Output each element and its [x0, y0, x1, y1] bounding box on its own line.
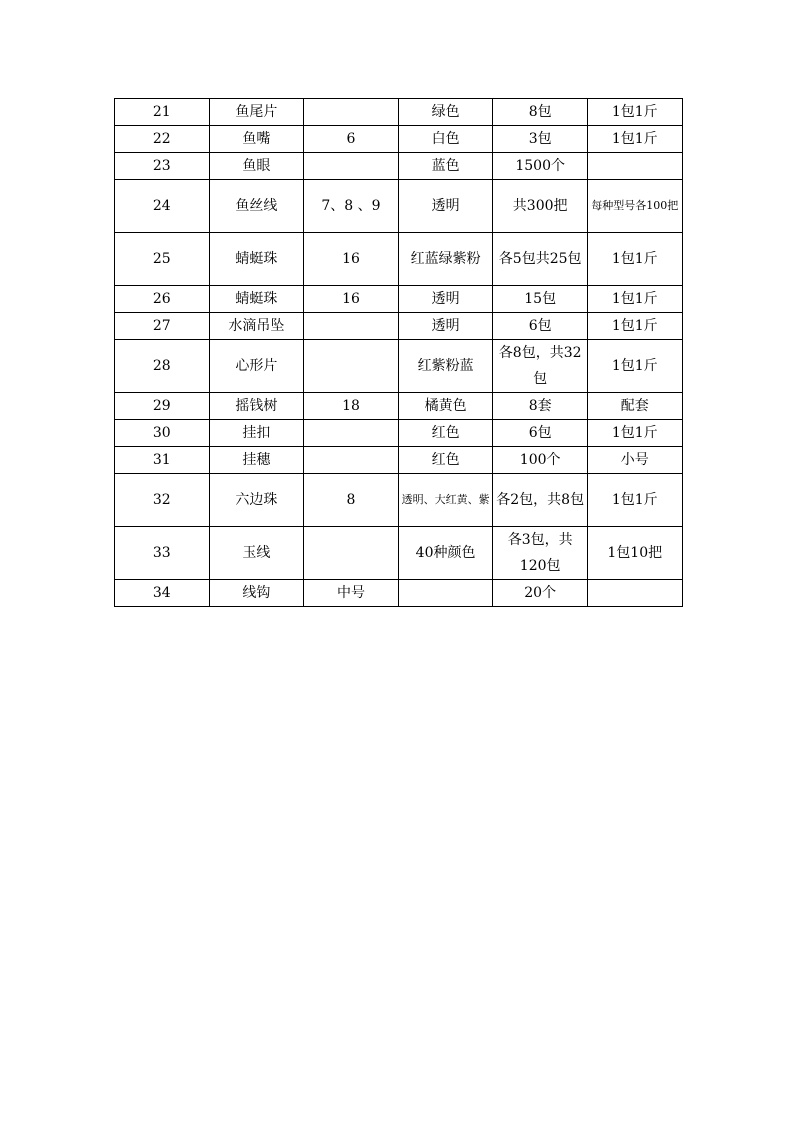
item-note-cell: 每种型号各100把	[587, 180, 682, 233]
item-name-cell: 鱼尾片	[209, 99, 304, 126]
item-name-cell: 挂扣	[209, 420, 304, 447]
table-row	[115, 313, 683, 340]
item-spec-cell: 6	[304, 126, 399, 153]
row-number-cell: 26	[115, 286, 210, 313]
item-color-cell: 橘黄色	[398, 393, 493, 420]
item-spec-cell: 7、8 、9	[304, 180, 399, 233]
item-color-cell: 白色	[398, 126, 493, 153]
item-color-cell: 透明	[398, 313, 493, 340]
item-quantity-cell: 15包	[493, 286, 588, 313]
item-name-cell: 蜻蜓珠	[209, 286, 304, 313]
item-quantity-cell: 各8包，共32包	[493, 340, 588, 393]
item-quantity-cell: 20个	[493, 580, 588, 607]
table-row	[115, 420, 683, 447]
item-spec-cell: 中号	[304, 580, 399, 607]
row-number-cell: 28	[115, 340, 210, 393]
item-note-cell: 1包10把	[587, 527, 682, 580]
item-spec-cell: 16	[304, 286, 399, 313]
item-note-cell: 1包1斤	[587, 99, 682, 126]
row-number-cell: 24	[115, 180, 210, 233]
item-note-cell: 1包1斤	[587, 340, 682, 393]
table-row	[115, 99, 683, 126]
item-spec-cell: 16	[304, 233, 399, 286]
item-name-cell: 线钩	[209, 580, 304, 607]
row-number-cell: 29	[115, 393, 210, 420]
item-note-cell: 1包1斤	[587, 313, 682, 340]
table-row	[115, 340, 683, 393]
item-color-cell: 红紫粉蓝	[398, 340, 493, 393]
item-name-cell: 六边珠	[209, 474, 304, 527]
item-note-cell	[587, 153, 682, 180]
item-quantity-cell: 100个	[493, 447, 588, 474]
item-quantity-cell: 各5包共25包	[493, 233, 588, 286]
item-spec-cell	[304, 99, 399, 126]
row-number-cell: 23	[115, 153, 210, 180]
item-name-cell: 鱼嘴	[209, 126, 304, 153]
item-name-cell: 水滴吊坠	[209, 313, 304, 340]
item-quantity-cell: 各3包，共120包	[493, 527, 588, 580]
row-number-cell: 27	[115, 313, 210, 340]
item-spec-cell	[304, 447, 399, 474]
table-row	[115, 126, 683, 153]
item-note-cell: 1包1斤	[587, 233, 682, 286]
item-color-cell: 透明	[398, 286, 493, 313]
table-row	[115, 474, 683, 527]
item-color-cell: 绿色	[398, 99, 493, 126]
item-spec-cell	[304, 340, 399, 393]
item-spec-cell: 18	[304, 393, 399, 420]
materials-table-body	[115, 99, 683, 607]
item-note-cell: 1包1斤	[587, 286, 682, 313]
item-name-cell: 心形片	[209, 340, 304, 393]
row-number-cell: 33	[115, 527, 210, 580]
item-name-cell: 鱼眼	[209, 153, 304, 180]
table-row	[115, 393, 683, 420]
item-name-cell: 摇钱树	[209, 393, 304, 420]
item-color-cell: 红色	[398, 447, 493, 474]
row-number-cell: 22	[115, 126, 210, 153]
item-note-cell: 1包1斤	[587, 420, 682, 447]
item-quantity-cell: 3包	[493, 126, 588, 153]
item-name-cell: 蜻蜓珠	[209, 233, 304, 286]
row-number-cell: 21	[115, 99, 210, 126]
item-quantity-cell: 1500个	[493, 153, 588, 180]
table-row	[115, 527, 683, 580]
item-note-cell: 配套	[587, 393, 682, 420]
table-row	[115, 233, 683, 286]
item-spec-cell: 8	[304, 474, 399, 527]
item-name-cell: 玉线	[209, 527, 304, 580]
row-number-cell: 32	[115, 474, 210, 527]
row-number-cell: 30	[115, 420, 210, 447]
item-spec-cell	[304, 420, 399, 447]
item-color-cell: 40种颜色	[398, 527, 493, 580]
row-number-cell: 31	[115, 447, 210, 474]
item-color-cell: 透明、大红黄、紫	[398, 474, 493, 527]
item-quantity-cell: 8包	[493, 99, 588, 126]
item-quantity-cell: 8套	[493, 393, 588, 420]
table-row	[115, 180, 683, 233]
item-spec-cell	[304, 153, 399, 180]
item-color-cell: 透明	[398, 180, 493, 233]
item-quantity-cell: 6包	[493, 420, 588, 447]
row-number-cell: 25	[115, 233, 210, 286]
item-note-cell: 小号	[587, 447, 682, 474]
item-color-cell: 蓝色	[398, 153, 493, 180]
item-note-cell	[587, 580, 682, 607]
item-quantity-cell: 共300把	[493, 180, 588, 233]
item-spec-cell	[304, 313, 399, 340]
item-color-cell: 红色	[398, 420, 493, 447]
item-quantity-cell: 各2包，共8包	[493, 474, 588, 527]
item-quantity-cell: 6包	[493, 313, 588, 340]
table-row	[115, 447, 683, 474]
item-name-cell: 挂穗	[209, 447, 304, 474]
table-row	[115, 580, 683, 607]
materials-table	[114, 98, 683, 607]
table-row	[115, 153, 683, 180]
table-row	[115, 286, 683, 313]
item-color-cell	[398, 580, 493, 607]
item-note-cell: 1包1斤	[587, 126, 682, 153]
item-name-cell: 鱼丝线	[209, 180, 304, 233]
row-number-cell: 34	[115, 580, 210, 607]
item-color-cell: 红蓝绿紫粉	[398, 233, 493, 286]
item-note-cell: 1包1斤	[587, 474, 682, 527]
item-spec-cell	[304, 527, 399, 580]
